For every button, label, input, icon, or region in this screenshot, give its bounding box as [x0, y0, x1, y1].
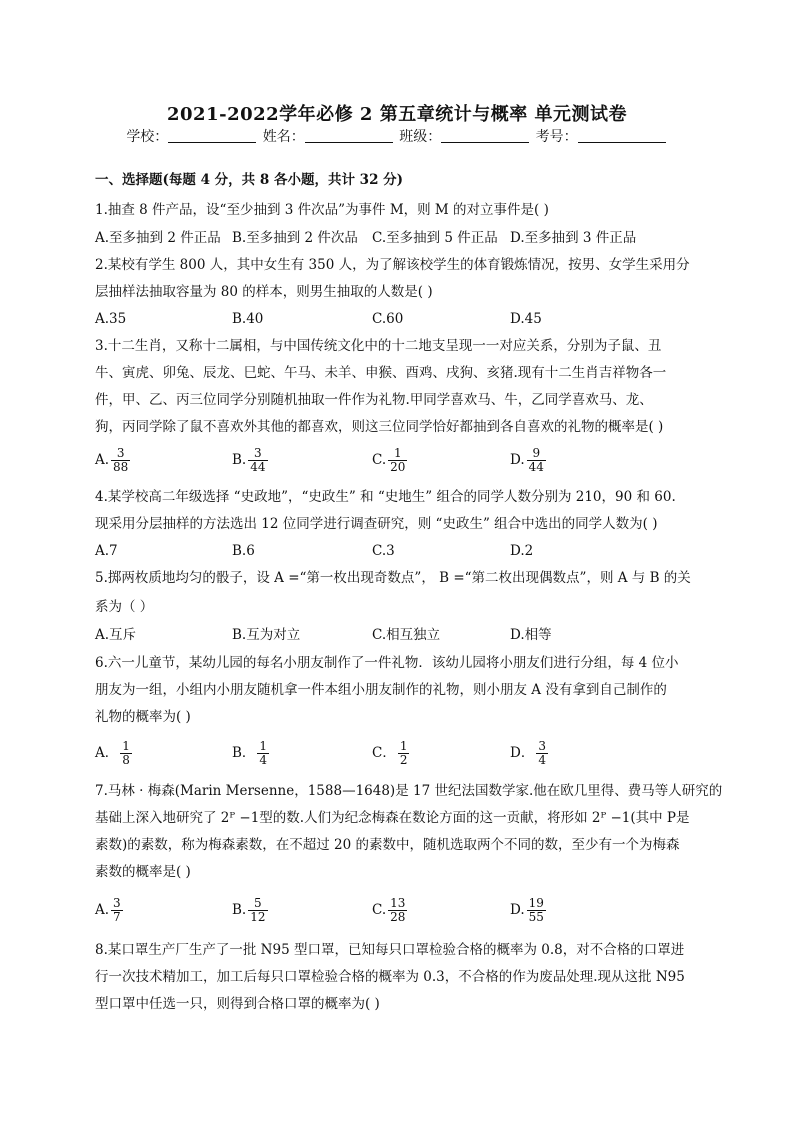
q7-option-b: [232, 897, 268, 924]
q3-line-4: 狗，丙同学除了鼠不喜欢外其他的都喜欢，则这三位同学恰好都抽到各自喜欢的礼物的概率是( ): [95, 419, 664, 435]
school-label: 学校：: [126, 129, 169, 145]
q4-line-1: 4.某学校高二年级选择 “史政地”，“史政生” 和 “史地生” 组合的同学人数分别为 210，90 和 60.: [95, 489, 676, 505]
q6-option-a: [95, 740, 132, 767]
q5-line-2: 系为（ ）: [95, 599, 154, 615]
q3-option-d: [510, 447, 546, 474]
q6-option-d: [510, 740, 548, 767]
q6-option-a-fraction: [120, 740, 132, 767]
q7-option-d-fraction: [527, 897, 546, 924]
q6-option-c: [372, 740, 409, 767]
numerator: 3: [538, 739, 546, 753]
q3-option-a: [95, 447, 130, 474]
denominator: 4: [538, 753, 546, 767]
q3-option-b-fraction: [248, 447, 267, 474]
q6-option-c-label: C．: [372, 745, 396, 761]
numerator: 1: [388, 447, 407, 461]
q3-option-b: [232, 447, 268, 474]
q5-line-1: 5.掷两枚质地均匀的骰子，设 A =“第一枚出现奇数点”， B =“第二枚出现偶数点”，则 A 与 B 的关: [95, 570, 691, 586]
numerator: 3: [111, 447, 130, 461]
student-info-row: [0, 126, 794, 146]
number-label: 考号：: [535, 129, 578, 145]
q5-option-c: C.相互独立: [372, 627, 441, 643]
denominator: 2: [399, 753, 408, 767]
q7-line-4: 素数的概率是( ): [95, 864, 191, 880]
denominator: 7: [113, 910, 121, 924]
q7-option-a-fraction: [111, 897, 123, 924]
q7-option-c-label: C.: [372, 902, 387, 918]
q7-option-b-label: B.: [232, 902, 247, 918]
page-title: 2021-2022学年必修 2 第五章统计与概率 单元测试卷: [167, 104, 627, 125]
section-heading: 一、选择题(每题 4 分，共 8 各小题，共计 32 分): [95, 172, 404, 188]
q5-option-d: D.相等: [510, 627, 552, 643]
class-label: 班级：: [399, 129, 442, 145]
q7-option-b-fraction: [248, 897, 267, 924]
name-label: 姓名：: [262, 129, 305, 145]
q3-option-c-label: C.: [372, 452, 387, 468]
q2-option-b: B.40: [232, 311, 264, 327]
q6-line-2: 朋友为一组，小组内小朋友随机拿一件本组小朋友制作的礼物，则小朋友 A 没有拿到自己制作的: [95, 682, 667, 698]
q3-line-3: 件，甲、乙、丙三位同学分别随机抽取一件作为礼物.甲同学喜欢马、牛，乙同学喜欢马、龙、: [95, 392, 653, 408]
q5-option-a: A.互斥: [95, 627, 137, 643]
q2-option-a: A.35: [95, 311, 127, 327]
school-blank[interactable]: [168, 128, 256, 143]
numerator: 1: [399, 739, 408, 753]
q6-line-1: 6.六一儿童节，某幼儿园的每名小朋友制作了一件礼物．该幼儿园将小朋友们进行分组，每 4 位小: [95, 655, 679, 671]
numerator: 5: [248, 897, 267, 911]
q1-option-d: D.至多抽到 3 件正品: [510, 230, 637, 246]
q2-line-1: 2.某校有学生 800 人，其中女生有 350 人，为了解该校学生的体育锻炼情况，按男、女学生采用分: [95, 257, 690, 273]
denominator: 44: [528, 460, 544, 474]
q3-option-b-label: B.: [232, 452, 247, 468]
q8-line-3: 型口罩中任选一只，则得到合格口罩的概率为( ): [95, 996, 380, 1012]
denominator: 4: [259, 753, 268, 767]
q6-option-a-label: A．: [95, 745, 119, 761]
numerator: 13: [390, 896, 406, 910]
q4-option-c: C.3: [372, 543, 395, 559]
q6-option-b: [232, 740, 269, 767]
numerator: 3: [113, 896, 121, 910]
q7-option-c-fraction: [388, 897, 407, 924]
q4-option-b: B.6: [232, 543, 255, 559]
q8-line-2: 行一次技术精加工，加工后每只口罩检验合格的概率为 0.3，不合格的作为废品处理.现从这批 N95: [95, 969, 685, 985]
q7-option-d-label: D.: [510, 902, 525, 918]
class-blank[interactable]: [441, 128, 529, 143]
numerator: 1: [122, 739, 130, 753]
q6-option-d-fraction: [536, 740, 548, 767]
name-blank[interactable]: [305, 128, 393, 143]
q7-option-a: [95, 897, 123, 924]
q6-option-b-label: B．: [232, 745, 256, 761]
q6-option-b-fraction: [257, 740, 269, 767]
denominator: 20: [390, 460, 406, 474]
q2-line-2: 层抽样法抽取容量为 80 的样本，则男生抽取的人数是( ): [95, 284, 433, 300]
q3-option-a-label: A.: [95, 452, 110, 468]
q3-option-c-fraction: [388, 447, 407, 474]
q4-option-a: A.7: [95, 543, 118, 559]
q1-option-a: A.至多抽到 2 件正品: [95, 230, 221, 246]
numerator: 1: [259, 739, 268, 753]
denominator: 28: [390, 910, 406, 924]
q6-option-d-label: D．: [510, 745, 535, 761]
q6-line-3: 礼物的概率为( ): [95, 709, 191, 725]
q7-line-3: 素数)的素数，称为梅森素数，在不超过 20 的素数中，随机选取两个不同的数，至少有一个为梅森: [95, 837, 680, 853]
q7-option-c: [372, 897, 407, 924]
q6-option-c-fraction: [398, 740, 410, 767]
q3-option-c: [372, 447, 407, 474]
q8-line-1: 8.某口罩生产厂生产了一批 N95 型口罩，已知每只口罩检验合格的概率为 0.8，对不合格的口罩进: [95, 942, 685, 958]
q3-option-d-label: D.: [510, 452, 525, 468]
q2-option-d: D.45: [510, 311, 542, 327]
q1-option-b: B.至多抽到 2 件次品: [232, 230, 358, 246]
denominator: 12: [250, 910, 266, 924]
denominator: 55: [528, 910, 544, 924]
denominator: 44: [250, 460, 266, 474]
numerator: 3: [248, 447, 267, 461]
q4-line-2: 现采用分层抽样的方法选出 12 位同学进行调查研究，则 “史政生” 组合中选出的同学人数为( ): [95, 516, 658, 532]
denominator: 88: [113, 460, 129, 474]
numerator: 9: [527, 447, 546, 461]
q1-option-c: C.至多抽到 5 件正品: [372, 230, 498, 246]
q1-stem: 1.抽查 8 件产品，设“至少抽到 3 件次品”为事件 M，则 M 的对立事件是( ): [95, 202, 549, 218]
q7-line-1: 7.马林 · 梅森(Marin Mersenne，1588—1648)是 17 世纪法国数学家.他在欧几里得、费马等人研究的: [95, 783, 723, 799]
q3-line-1: 3.十二生肖，又称十二属相，与中国传统文化中的十二地支呈现一一对应关系，分别为子鼠、丑: [95, 338, 662, 354]
q7-line-2: 基础上深入地研究了 2ᴾ −1型的数.人们为纪念梅森在数论方面的这一贡献，将形如 2ᴾ −1(其中 P是: [95, 810, 690, 826]
number-blank[interactable]: [578, 128, 666, 143]
q7-option-d: [510, 897, 546, 924]
denominator: 8: [122, 753, 130, 767]
q3-option-a-fraction: [111, 447, 130, 474]
q7-option-a-label: A.: [95, 902, 110, 918]
q3-option-d-fraction: [527, 447, 546, 474]
q4-option-d: D.2: [510, 543, 534, 559]
numerator: 19: [528, 896, 544, 910]
q5-option-b: B.互为对立: [232, 627, 301, 643]
q3-line-2: 牛、寅虎、卯兔、辰龙、巳蛇、午马、未羊、申猴、酉鸡、戌狗、亥猪.现有十二生肖吉祥物各一: [95, 365, 667, 381]
q2-option-c: C.60: [372, 311, 404, 327]
